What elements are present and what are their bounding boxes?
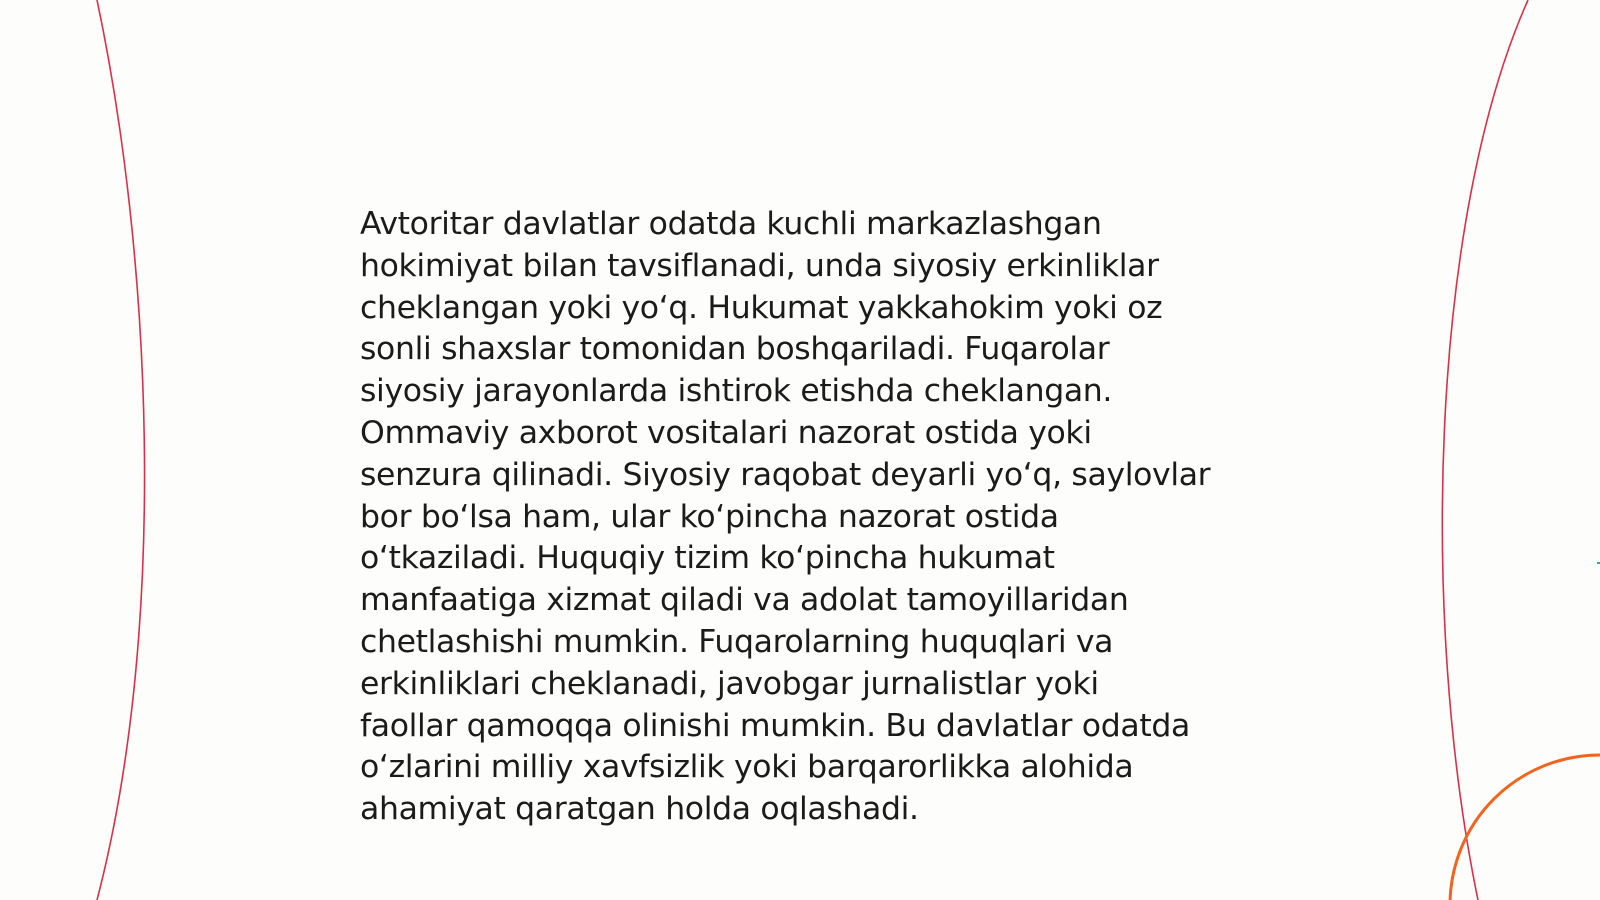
orange-ring [1450, 755, 1600, 900]
body-paragraph: Avtoritar davlatlar odatda kuchli markazlashgan hokimiyat bilan tavsiflanadi, unda siyosiy erkinliklar cheklangan yoki yo‘q. Hukumat yakkahokim yoki oz sonli shaxslar tomonidan boshqariladi. Fuqarolar siyosiy jarayonlarda ishtirok etishda cheklangan. Ommaviy axborot vositalari nazorat ostida yoki senzura qilinadi. Siyosiy raqobat deyarli yo‘q, saylovlar bor bo‘lsa ham, ular ko‘pincha nazorat ostida o‘tkaziladi. Huquqiy tizim ko‘pincha hukumat manfaatiga xizmat qiladi va adolat tamoyillaridan chetlashishi mumkin. Fuqarolarning huquqlari va erkinliklari cheklanadi, javobgar jurnalistlar yoki faollar qamoqqa olinishi mumkin. Bu davlatlar odatda o‘zlarini milliy xavfsizlik yoki barqarorlikka alohida ahamiyat qaratgan holda oqlashadi. [360, 206, 1211, 828]
right-curve-line [1442, 0, 1528, 900]
left-curve-line [97, 0, 145, 900]
